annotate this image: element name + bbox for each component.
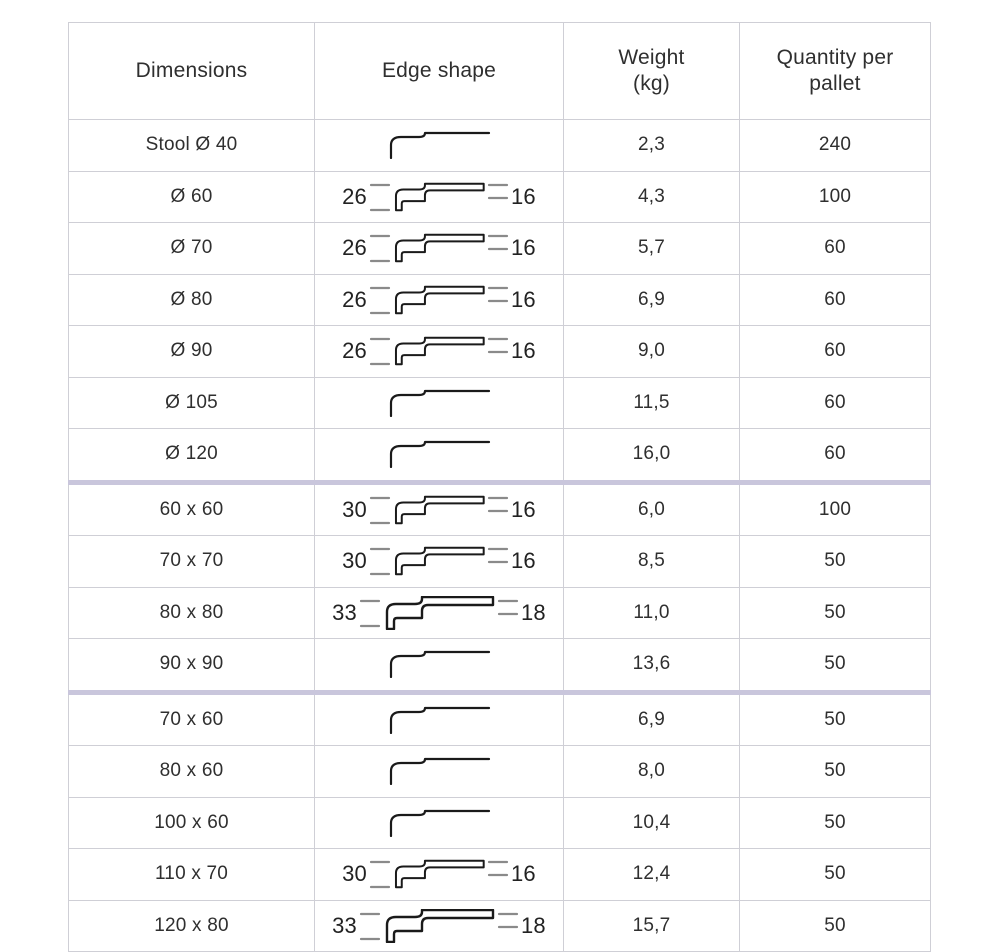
cell-dimensions: 70 x 60 — [69, 692, 315, 746]
edge-left-measure: 30 — [342, 496, 367, 522]
cell-dimensions: Ø 80 — [69, 274, 315, 326]
table-row — [69, 797, 931, 849]
dimension-tick-left-icon — [359, 596, 381, 630]
cell-edge-shape — [315, 326, 564, 378]
table-row — [69, 692, 931, 746]
cell-weight: 12,4 — [564, 849, 740, 901]
column-header-dimensions — [69, 23, 315, 120]
cell-edge-shape — [315, 746, 564, 798]
cell-edge-shape — [315, 482, 564, 536]
dimension-tick-left-icon — [369, 231, 391, 265]
edge-profile-icon — [387, 650, 491, 678]
cell-quantity: 50 — [740, 900, 931, 952]
edge-left-measure: 30 — [342, 861, 367, 887]
edge-left-measure: 33 — [332, 599, 357, 625]
edge-right-measure: 16 — [511, 496, 536, 522]
column-header-quantity-label-line2: pallet — [809, 72, 861, 95]
column-header-quantity-label-line1: Quantity per — [776, 46, 894, 69]
cell-edge-shape — [315, 274, 564, 326]
cell-weight: 8,0 — [564, 746, 740, 798]
edge-profile-icon — [391, 336, 487, 366]
edge-right-measure: 16 — [511, 286, 536, 312]
cell-dimensions: Ø 120 — [69, 429, 315, 483]
cell-quantity: 50 — [740, 692, 931, 746]
edge-right-measure: 16 — [511, 235, 536, 261]
table-row — [69, 120, 931, 172]
edge-left-measure: 26 — [342, 338, 367, 364]
cell-weight: 10,4 — [564, 797, 740, 849]
cell-dimensions: 100 x 60 — [69, 797, 315, 849]
dimension-tick-left-icon — [369, 283, 391, 317]
table-row — [69, 536, 931, 588]
dimension-tick-right-icon — [487, 334, 509, 368]
cell-weight: 6,9 — [564, 274, 740, 326]
column-header-weight-label-line1: Weight — [618, 46, 685, 69]
cell-quantity: 50 — [740, 587, 931, 639]
table-row — [69, 274, 931, 326]
cell-dimensions: Stool Ø 40 — [69, 120, 315, 172]
cell-dimensions: Ø 90 — [69, 326, 315, 378]
edge-profile-icon — [391, 859, 487, 889]
edge-left-measure: 26 — [342, 235, 367, 261]
dimension-tick-right-icon — [487, 544, 509, 578]
cell-weight: 5,7 — [564, 223, 740, 275]
cell-quantity: 60 — [740, 429, 931, 483]
edge-profile-icon — [391, 546, 487, 576]
edge-left-measure: 30 — [342, 548, 367, 574]
table-row — [69, 746, 931, 798]
edge-right-measure: 16 — [511, 338, 536, 364]
table-row — [69, 482, 931, 536]
dimension-tick-right-icon — [497, 909, 519, 943]
column-header-weight — [564, 23, 740, 120]
dimension-tick-right-icon — [487, 283, 509, 317]
cell-dimensions: 120 x 80 — [69, 900, 315, 952]
cell-weight: 16,0 — [564, 429, 740, 483]
cell-weight: 15,7 — [564, 900, 740, 952]
cell-quantity: 50 — [740, 797, 931, 849]
cell-quantity: 100 — [740, 171, 931, 223]
product-spec-table — [68, 22, 931, 952]
cell-edge-shape — [315, 900, 564, 952]
dimension-tick-right-icon — [487, 180, 509, 214]
cell-dimensions: 80 x 80 — [69, 587, 315, 639]
cell-dimensions: 70 x 70 — [69, 536, 315, 588]
dimension-tick-right-icon — [497, 596, 519, 630]
table-row — [69, 223, 931, 275]
table-row — [69, 639, 931, 693]
cell-edge-shape — [315, 639, 564, 693]
cell-dimensions: Ø 105 — [69, 377, 315, 429]
edge-profile-icon — [387, 809, 491, 837]
dimension-tick-left-icon — [359, 909, 381, 943]
cell-weight: 9,0 — [564, 326, 740, 378]
column-header-weight-label-line2: (kg) — [633, 72, 670, 95]
table-row — [69, 587, 931, 639]
edge-profile-icon — [387, 389, 491, 417]
cell-dimensions: Ø 70 — [69, 223, 315, 275]
edge-profile-icon — [381, 909, 497, 943]
edge-profile-icon — [387, 440, 491, 468]
dimension-tick-left-icon — [369, 334, 391, 368]
edge-left-measure: 26 — [342, 183, 367, 209]
cell-dimensions: 80 x 60 — [69, 746, 315, 798]
table-row — [69, 429, 931, 483]
cell-edge-shape — [315, 223, 564, 275]
table-row — [69, 900, 931, 952]
cell-quantity: 50 — [740, 536, 931, 588]
cell-dimensions: 110 x 70 — [69, 849, 315, 901]
cell-weight: 6,0 — [564, 482, 740, 536]
cell-edge-shape — [315, 797, 564, 849]
edge-profile-icon — [391, 182, 487, 212]
cell-quantity: 60 — [740, 274, 931, 326]
column-header-dimensions-label: Dimensions — [135, 59, 248, 82]
cell-quantity: 60 — [740, 223, 931, 275]
edge-profile-icon — [387, 706, 491, 734]
edge-profile-icon — [381, 596, 497, 630]
cell-quantity: 100 — [740, 482, 931, 536]
cell-edge-shape — [315, 587, 564, 639]
table-row — [69, 377, 931, 429]
table-row — [69, 849, 931, 901]
edge-right-measure: 16 — [511, 183, 536, 209]
table-row — [69, 171, 931, 223]
edge-right-measure: 16 — [511, 861, 536, 887]
cell-quantity: 50 — [740, 746, 931, 798]
edge-left-measure: 26 — [342, 286, 367, 312]
edge-profile-icon — [387, 757, 491, 785]
dimension-tick-right-icon — [487, 231, 509, 265]
dimension-tick-right-icon — [487, 493, 509, 527]
dimension-tick-left-icon — [369, 180, 391, 214]
cell-edge-shape — [315, 692, 564, 746]
cell-weight: 13,6 — [564, 639, 740, 693]
edge-right-measure: 16 — [511, 548, 536, 574]
header-row — [69, 23, 931, 120]
cell-dimensions: 60 x 60 — [69, 482, 315, 536]
column-header-quantity — [740, 23, 931, 120]
dimension-tick-left-icon — [369, 493, 391, 527]
dimension-tick-left-icon — [369, 544, 391, 578]
dimension-tick-left-icon — [369, 857, 391, 891]
table-body — [69, 120, 931, 952]
cell-quantity: 240 — [740, 120, 931, 172]
table-row — [69, 326, 931, 378]
cell-edge-shape — [315, 849, 564, 901]
cell-weight: 6,9 — [564, 692, 740, 746]
cell-quantity: 60 — [740, 377, 931, 429]
edge-profile-icon — [391, 285, 487, 315]
cell-edge-shape — [315, 120, 564, 172]
cell-weight: 11,5 — [564, 377, 740, 429]
cell-edge-shape — [315, 171, 564, 223]
edge-profile-icon — [391, 233, 487, 263]
edge-left-measure: 33 — [332, 912, 357, 938]
cell-weight: 4,3 — [564, 171, 740, 223]
cell-weight: 11,0 — [564, 587, 740, 639]
cell-weight: 8,5 — [564, 536, 740, 588]
cell-dimensions: 90 x 90 — [69, 639, 315, 693]
edge-right-measure: 18 — [521, 912, 546, 938]
column-header-edge-shape — [315, 23, 564, 120]
cell-edge-shape — [315, 429, 564, 483]
cell-weight: 2,3 — [564, 120, 740, 172]
cell-quantity: 60 — [740, 326, 931, 378]
cell-quantity: 50 — [740, 639, 931, 693]
cell-dimensions: Ø 60 — [69, 171, 315, 223]
edge-right-measure: 18 — [521, 599, 546, 625]
table-header — [69, 23, 931, 120]
column-header-edge-shape-label: Edge shape — [381, 59, 497, 82]
cell-edge-shape — [315, 536, 564, 588]
edge-profile-icon — [387, 131, 491, 159]
cell-quantity: 50 — [740, 849, 931, 901]
cell-edge-shape — [315, 377, 564, 429]
edge-profile-icon — [391, 495, 487, 525]
dimension-tick-right-icon — [487, 857, 509, 891]
